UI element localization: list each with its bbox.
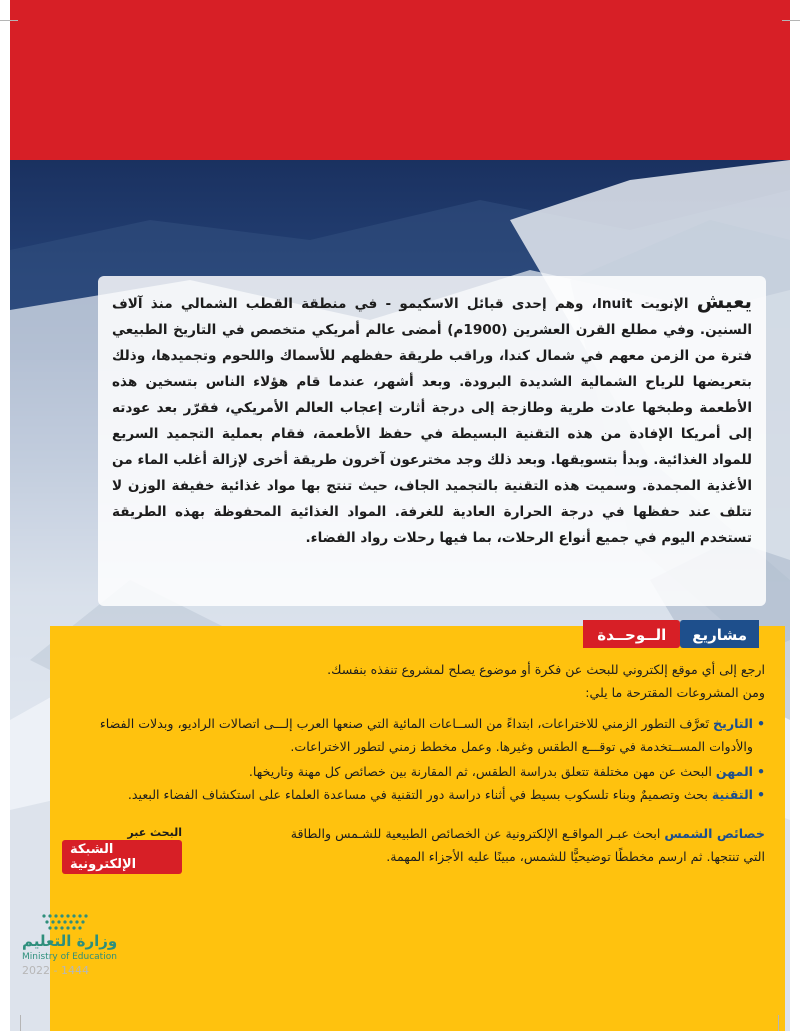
- projects-tab-label: مشاريع: [680, 620, 759, 648]
- project-text-history: تَعرَّف التطور الزمني للاختراعات، ابتداءً من الســاعات المائية التي صنعها العرب إلـــى اتصالات الراديو، وبدلات الفضاء والأدوات المســتخدمة في توقـــع الطقس وغيرها. وعمل مخطط زمني لتطور الاختراعات.: [99, 716, 753, 754]
- edition-year: 2022 - 1444: [22, 964, 89, 977]
- project-item-careers: [75, 760, 765, 783]
- ministry-name: وزارة التعليم: [22, 932, 118, 950]
- ministry-dots-icon: [40, 912, 120, 930]
- unit-projects-box: [50, 626, 785, 1031]
- sun-activity-title: خصائص الشمس: [664, 826, 765, 841]
- project-text-careers: البحث عن مهن مختلفة تتعلق بدراسة الطقس، ثم المقارنة بين خصائص كل مهنة وتاريخها.: [248, 764, 716, 779]
- ministry-logo: [22, 912, 142, 992]
- crop-mark-top-right: [782, 20, 800, 22]
- ministry-name-english: Ministry of Education: [22, 952, 117, 962]
- web-network-label: الشبكة الإلكترونية: [62, 840, 182, 874]
- crop-mark-bottom-left: [20, 1015, 22, 1031]
- projects-header-tab: [583, 620, 759, 648]
- red-header-band: [10, 0, 790, 160]
- intro-lead-word: يعيش: [696, 289, 752, 313]
- projects-intro-line-2: ومن المشروعات المقترحة ما يلي:: [585, 685, 765, 700]
- sun-activity-text: ابحث عبـر المواقـع الإلكترونية عن الخصائص الطبيعية للشـمس والطاقة التي تنتجها. ثم ارسم مخططًا توضيحيًّا للشمس، مبينًا عليه الأجزاء المهمة.: [290, 826, 765, 864]
- web-search-label: البحث عبر: [127, 826, 182, 839]
- crop-mark-bottom-right: [778, 1015, 780, 1031]
- web-search-badge: [62, 826, 182, 872]
- project-item-history: [75, 712, 765, 758]
- unit-tab-label: الــوحــدة: [583, 620, 680, 648]
- project-text-technology: بحث وتصميمٌ وبناء تلسكوب بسيط في أثناء دراسة دور التقنية في مساعدة العلماء على استكشاف الفضاء البعيد.: [127, 787, 712, 802]
- projects-body: [75, 658, 765, 806]
- projects-intro-line-1: ارجع إلى أي موقع إلكتروني للبحث عن فكرة أو موضوع يصلح لمشروع تنفذه بنفسك.: [327, 662, 765, 677]
- intro-paragraph: [98, 276, 766, 561]
- project-keyword-technology: التقنية: [711, 787, 753, 802]
- project-keyword-history: التاريخ: [713, 716, 753, 731]
- project-keyword-careers: المهن: [715, 764, 753, 779]
- crop-mark-top-left: [0, 20, 18, 22]
- textbook-page: [10, 0, 790, 1031]
- intro-body-text: الإنويت Inuit، وهم إحدى قبائل الاسكيمو - في منطقة القطب الشمالي منذ آلاف السنين. وفي مطلع القرن العشرين (1900م) أمضى عالم أمريكي متخصص في التاريخ الطبيعي فترة من الزمن معهم في شمال كندا، وراقب طريقة حفظهم للأسماك واللحوم وتجميدها، وذلك بتعريضها للرياح الشمالية الشديدة البرودة. وبعد أشهر، عندما قام هؤلاء الناس بتسخين هذه الأطعمة وطبخها عادت طرية وطازجة إلى درجة أثارت إعجاب العالم الأمريكي، فقرّر بعد عودته إلى أمريكا الإفادة من هذه التقنية البسيطة في حفظ الأطعمة، فقام بعملية التجميد السريع للمواد الغذائية. وبدأ بتسويقها. وبعد ذلك وجد مخترعون آخرون طريقة أخرى لإزالة أغلب الماء من الأغذية المجمدة. وسميت هذه التقنية بالتجميد الجاف، حيث تنتج بها مواد غذائية خفيفة الوزن لا تتلف عند حفظها في درجة الحرارة العادية للغرفة. المواد الغذائية المحفوظة بهذه الطريقة تستخدم اليوم في جميع أنواع الرحلات، بما فيها رحلات رواد الفضاء.: [112, 296, 752, 546]
- sun-properties-activity: [285, 822, 765, 868]
- intro-paragraph-panel: [98, 276, 766, 606]
- project-item-technology: [75, 783, 765, 806]
